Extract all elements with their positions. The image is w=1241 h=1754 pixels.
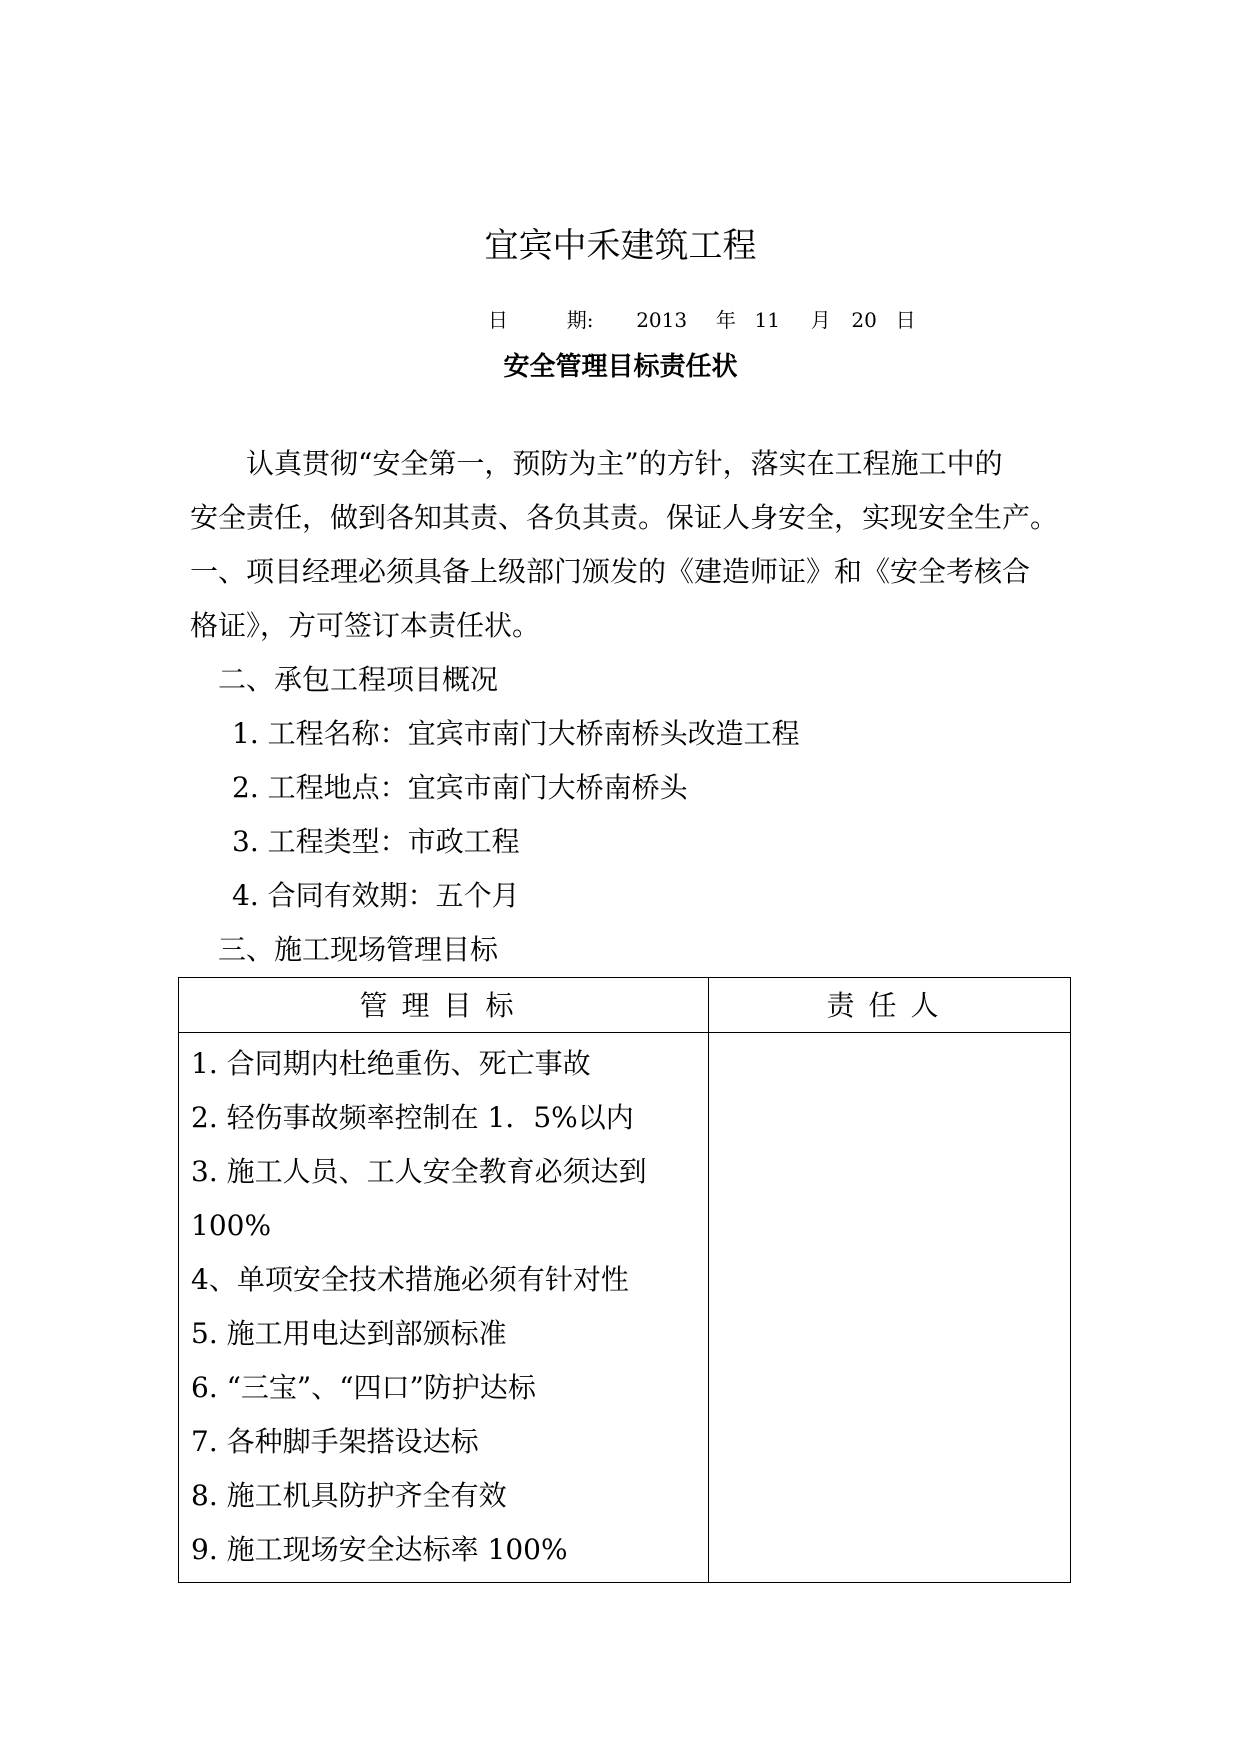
section-3-heading: 三、施工现场管理目标 — [218, 933, 499, 966]
target-item: 5. 施工用电达到部颁标准 — [191, 1317, 507, 1350]
date-label-day: 日 — [488, 308, 508, 332]
target-item: 100% — [191, 1209, 272, 1242]
intro-line-2: 安全责任，做到各知其责、各负其责。保证人身安全，实现安全生产。 — [190, 501, 1059, 534]
date-year: 2013 — [636, 308, 688, 332]
date-day-unit: 日 — [895, 308, 916, 332]
project-location: 2. 工程地点：宜宾市南门大桥南桥头 — [232, 771, 688, 804]
management-target-table — [178, 977, 1071, 1583]
project-name: 1. 工程名称：宜宾市南门大桥南桥头改造工程 — [232, 717, 800, 750]
target-item: 6. “三宝”、“四口”防护达标 — [191, 1371, 536, 1404]
target-item: 2. 轻伤事故频率控制在 1．5%以内 — [191, 1101, 634, 1134]
date-line — [488, 306, 916, 334]
clause-1-line-1: 一、项目经理必须具备上级部门颁发的《建造师证》和《安全考核合 — [190, 555, 1031, 588]
project-type: 3. 工程类型：市政工程 — [232, 825, 520, 858]
column-divider — [708, 978, 709, 1582]
target-item: 7. 各种脚手架搭设达标 — [191, 1425, 479, 1458]
target-item: 8. 施工机具防护齐全有效 — [191, 1479, 507, 1512]
contract-period: 4. 合同有效期：五个月 — [232, 879, 520, 912]
clause-1-line-2: 格证》，方可签订本责任状。 — [190, 609, 541, 642]
header-responsible-person: 责任人 — [826, 989, 953, 1022]
table-header-row — [179, 978, 1070, 1033]
company-name: 宜宾中禾建筑工程 — [484, 226, 757, 266]
section-2-heading: 二、承包工程项目概况 — [218, 663, 499, 696]
document-title: 安全管理目标责任状 — [503, 352, 738, 382]
header-management-target: 管理目标 — [359, 989, 528, 1022]
target-item: 1. 合同期内杜绝重伤、死亡事故 — [191, 1047, 591, 1080]
date-year-unit: 年 — [715, 308, 736, 332]
target-item: 3. 施工人员、工人安全教育必须达到 — [191, 1155, 647, 1188]
intro-line-1: 认真贯彻“安全第一，预防为主”的方针，落实在工程施工中的 — [246, 447, 1003, 480]
date-month: 11 — [754, 308, 780, 332]
date-label-period: 期: — [566, 308, 594, 332]
target-item: 4、单项安全技术措施必须有针对性 — [191, 1263, 629, 1296]
date-day: 20 — [851, 308, 877, 332]
target-item: 9. 施工现场安全达标率 100% — [191, 1533, 568, 1566]
date-month-unit: 月 — [810, 308, 831, 332]
